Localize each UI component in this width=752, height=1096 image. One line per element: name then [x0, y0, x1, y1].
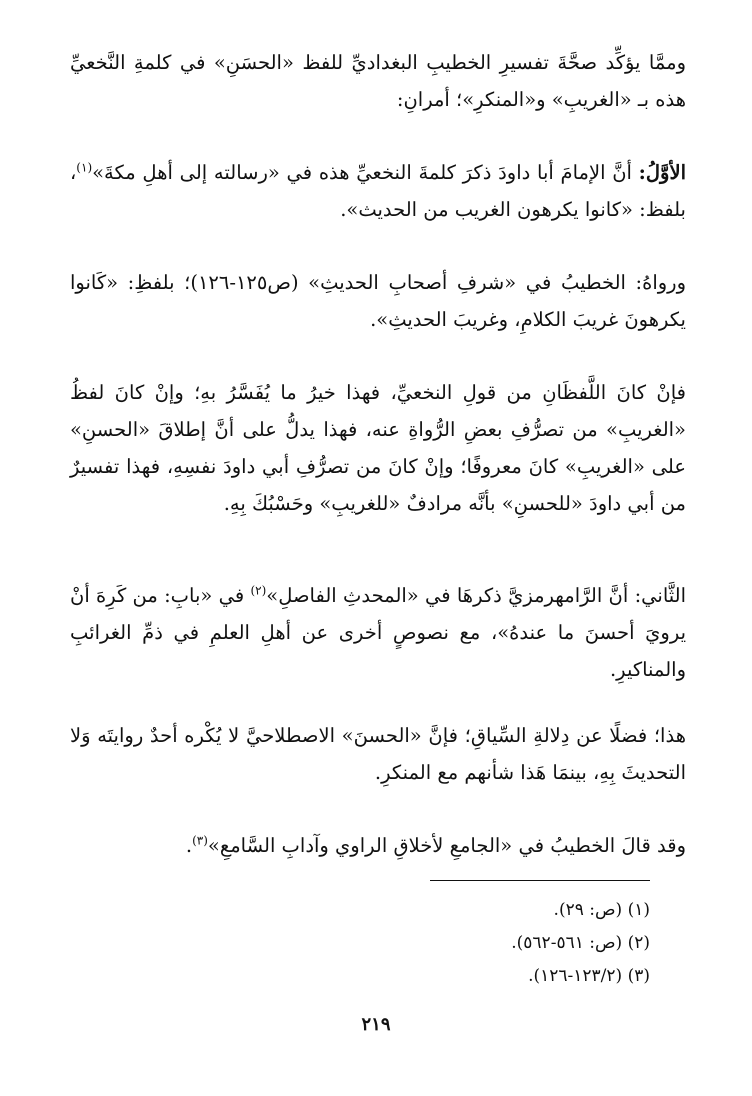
footnote-divider [430, 880, 650, 881]
paragraph-khatib-narration [70, 264, 686, 338]
paragraph-first-point [70, 154, 686, 228]
footnote-ref-3[interactable]: (٣) [192, 833, 208, 848]
footnote-ref-2[interactable]: (٢) [250, 583, 267, 598]
paragraph-analysis [70, 374, 686, 522]
first-point-tail: ، بلفظ: «كانوا يكرهون الغريب من الحديث». [70, 161, 686, 221]
paragraph-context [70, 717, 686, 791]
context-text: هذا؛ فضلًا عن دِلالةِ السِّياقِ؛ فإنَّ «الحسنَ» الاصطلاحيَّ لا يُكْره أحدٌ روايتَه وَلا التحديثَ بِهِ، بينمَا هَذا شأنهم مع المنكرِ. [70, 724, 686, 784]
first-point-heading: الأوَّلُ: [638, 161, 686, 184]
footnote-2: (٢) (ص: ٥٦١-٥٦٢). [511, 933, 650, 953]
analysis-text: فإنْ كانَ اللَّفظَانِ من قولِ النخعيِّ، فهذا خيرُ ما يُفَسَّرُ بهِ؛ وإنْ كانَ لفظُ «الغريبِ» من تصرُّفِ بعضِ الرُّواةِ عنه، فهذا يدلُّ على أنَّ إطلاقَ «الحسنِ» على «الغريبِ» كانَ معروفًا؛ وإنْ كانَ من تصرُّفِ أبي داودَ نفسِهِ، فهذا تفسيرٌ من أبي داودَ «للحسنِ» بأنَّه مرادفٌ «للغريبِ» وحَسْبُكَ بِهِ. [70, 381, 686, 515]
paragraph-intro [70, 44, 686, 118]
footnote-ref-1[interactable]: (١) [76, 160, 93, 175]
khatib-narration-text: ورواهُ: الخطيبُ في «شرفِ أصحابِ الحديثِ» (ص١٢٥-١٢٦)؛ بلفظِ: «كَانوا يكرهونَ غريبَ الكلامِ، وغريبَ الحديثِ». [70, 271, 687, 331]
paragraph-second-point [70, 577, 686, 688]
first-point-text: أنَّ الإمامَ أبا داودَ ذكرَ كلمةَ النخعيِّ هذه في «رسالته إلى أهلِ مكةَ» [92, 161, 632, 184]
paragraph-khatib-quote [70, 827, 686, 864]
second-point-tail: في «بابِ: من كَرِهَ أنْ يرويَ أحسنَ ما عندهُ»، مع نصوصٍ أخرى عن أهلِ العلمِ في ذمِّ الغرائبِ والمناكيرِ. [70, 584, 686, 681]
khatib-quote-text: وقد قالَ الخطيبُ في «الجامعِ لأخلاقِ الراوي وآدابِ السَّامعِ» [207, 834, 686, 857]
footnote-3: (٣) (١٢٣/٢-١٢٦). [528, 966, 650, 986]
paragraph-intro-text: وممَّا يؤكِّد صحَّةَ تفسيرِ الخطيبِ البغداديِّ للفظ «الحسَنِ» في كلمةِ النَّخعيِّ هذه بـ «الغريبِ» و«المنكرِ»؛ أمرانِ: [70, 51, 686, 111]
footnote-1: (١) (ص: ٢٩). [553, 900, 650, 920]
footnotes [360, 894, 650, 993]
page-number: ٢١٩ [361, 1014, 391, 1035]
khatib-quote-tail: . [185, 834, 193, 857]
second-point-text: الثَّاني: أنَّ الرَّامهرمزيَّ ذكرهَا في «المحدثِ الفاصلِ» [266, 584, 686, 607]
